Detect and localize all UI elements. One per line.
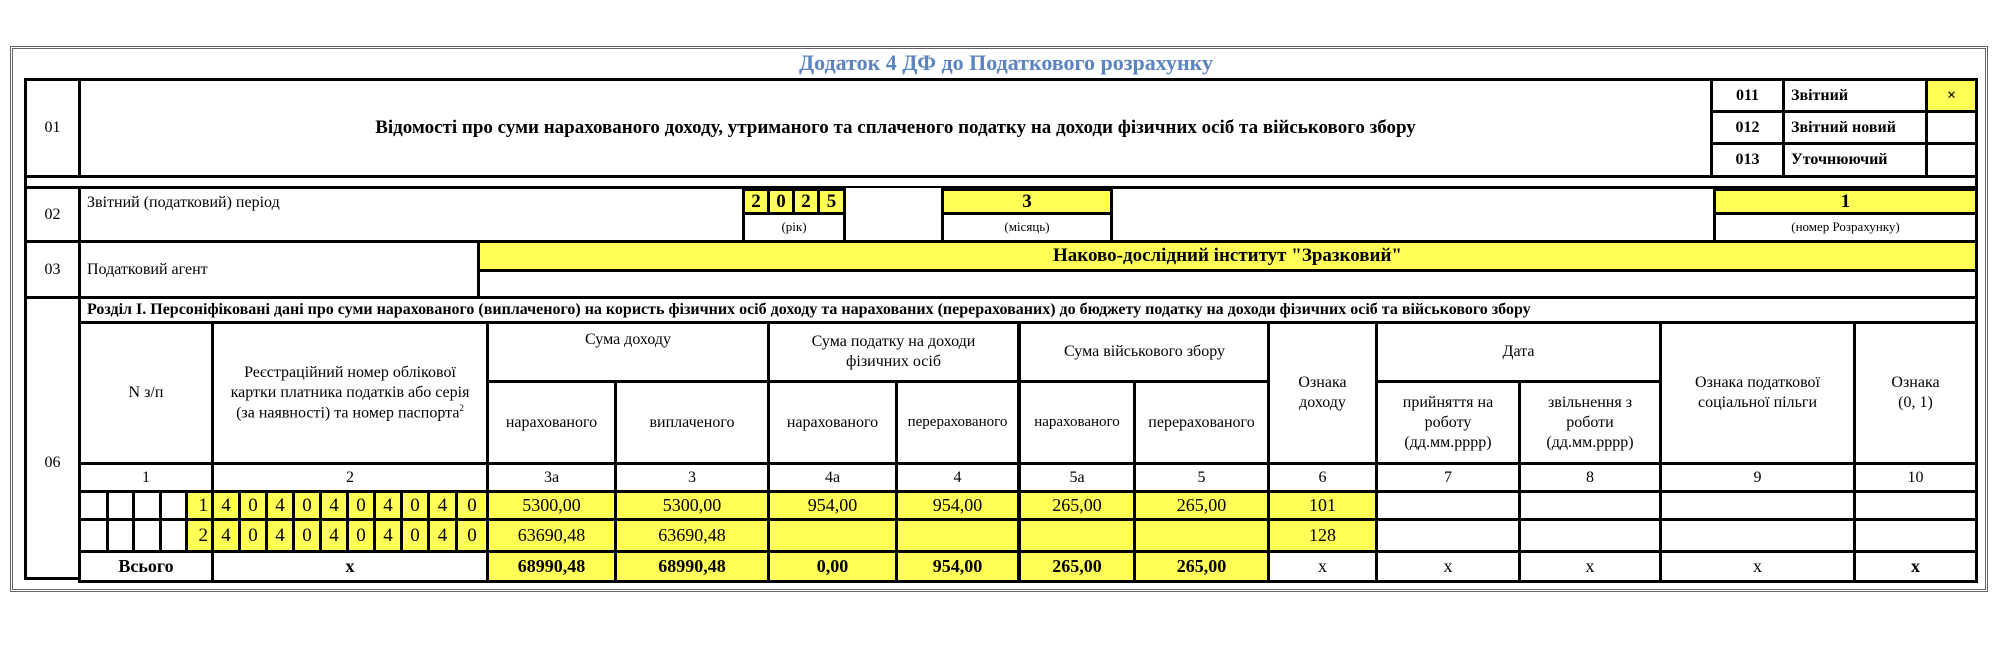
benefit-cell[interactable] (1659, 518, 1856, 553)
id-digit[interactable]: 4 (211, 518, 241, 553)
n-blank-cell (159, 490, 188, 521)
month-caption: (місяць) (941, 212, 1113, 243)
year-digit-1[interactable]: 2 (742, 188, 770, 215)
type-mark-012-checkbox[interactable] (1925, 110, 1978, 145)
header-date-hired: прийняття на роботу (дд.мм.рррр) (1375, 380, 1521, 465)
id-digit[interactable]: 0 (238, 490, 268, 521)
colnum-9: 9 (1659, 462, 1856, 493)
header-n: N з/п (78, 321, 214, 465)
header-income-accrued: нарахованого (486, 380, 617, 465)
n-blank-cell (132, 518, 162, 553)
colnum-5a: 5а (1018, 462, 1136, 493)
totals-income-accrued: 68990,48 (486, 550, 617, 583)
n-blank-cell (78, 490, 109, 521)
year-digit-2[interactable]: 0 (767, 188, 795, 215)
id-digit[interactable]: 4 (265, 490, 295, 521)
date-hired-cell[interactable] (1375, 490, 1521, 521)
totals-military-accrued: 265,00 (1018, 550, 1136, 583)
totals-income-paid: 68990,48 (614, 550, 770, 583)
income-sign-cell[interactable]: 128 (1267, 518, 1378, 553)
calc-number-field[interactable]: 1 (1713, 188, 1978, 215)
id-digit[interactable]: 4 (373, 518, 403, 553)
colnum-4a: 4а (767, 462, 898, 493)
totals-military-transferred: 265,00 (1133, 550, 1270, 583)
income-sign-cell[interactable]: 101 (1267, 490, 1378, 521)
year-caption: (рік) (742, 212, 846, 243)
header-reg-number (211, 321, 489, 465)
id-digit[interactable]: 0 (346, 518, 376, 553)
id-digit[interactable]: 4 (319, 518, 349, 553)
header-military-accrued: нарахованого (1018, 380, 1136, 465)
id-digit[interactable]: 0 (292, 518, 322, 553)
colnum-2: 2 (211, 462, 489, 493)
row-code-02: 02 (24, 186, 81, 243)
document-title: Додаток 4 ДФ до Податкового розрахунку (799, 50, 1213, 75)
id-digit[interactable]: 0 (400, 518, 430, 553)
colnum-10: 10 (1853, 462, 1978, 493)
pit-transferred-cell[interactable] (895, 518, 1020, 553)
header-benefit: Ознака податкової соціальної пільги (1659, 321, 1856, 465)
id-digit[interactable]: 4 (265, 518, 295, 553)
tax-agent-label: Податковий агент (78, 240, 480, 299)
header-reg-line1: Реєстраційний номер облікової (244, 363, 456, 381)
military-transferred-cell[interactable] (1133, 518, 1270, 553)
row-code-03: 03 (24, 240, 81, 299)
row-number: 2 (185, 518, 214, 553)
n-blank-cell (78, 518, 109, 553)
id-digit[interactable]: 0 (346, 490, 376, 521)
colnum-3a: 3а (486, 462, 617, 493)
totals-income-sign: х (1267, 550, 1378, 583)
header-pit: Сума податку на доходи фізичних осіб (767, 321, 1020, 383)
id-digit[interactable]: 4 (427, 518, 458, 553)
id-digit[interactable]: 0 (455, 490, 489, 521)
id-digit[interactable]: 4 (211, 490, 241, 521)
date-fired-cell[interactable] (1518, 490, 1662, 521)
header-military-transferred: перерахованого (1133, 380, 1270, 465)
benefit-cell[interactable] (1659, 490, 1856, 521)
type-label-012: Звітний новий (1782, 110, 1928, 145)
header-pit-transferred: перерахованого (895, 380, 1020, 465)
form-heading: Відомості про суми нарахованого доходу, утриманого та сплаченого податку на доходи фізичних осіб та військового збору (78, 78, 1713, 178)
header-income-paid: виплаченого (614, 380, 770, 465)
header-pit-accrued: нарахованого (767, 380, 898, 465)
header-reg-line3: (за наявності) та номер паспорта (236, 404, 460, 422)
totals-date-fired: х (1518, 550, 1662, 583)
date-fired-cell[interactable] (1518, 518, 1662, 553)
type-label-011: Звітний (1782, 78, 1928, 113)
id-digit[interactable]: 4 (427, 490, 458, 521)
pit-accrued-cell[interactable] (767, 518, 898, 553)
pit-transferred-cell[interactable]: 954,00 (895, 490, 1020, 521)
header-date-fired: звільнення з роботи (дд.мм.рррр) (1518, 380, 1662, 465)
id-digit[interactable]: 0 (238, 518, 268, 553)
n-blank-cell (106, 518, 135, 553)
tax-agent-extra-field[interactable] (477, 269, 1978, 299)
income-paid-cell[interactable]: 5300,00 (614, 490, 770, 521)
type-mark-013-checkbox[interactable] (1925, 142, 1978, 178)
totals-label: Всього (78, 550, 214, 583)
period-blank-cell (843, 212, 944, 243)
colnum-8: 8 (1518, 462, 1662, 493)
id-digit[interactable]: 4 (373, 490, 403, 521)
n-blank-cell (132, 490, 162, 521)
income-accrued-cell[interactable]: 63690,48 (486, 518, 617, 553)
pit-accrued-cell[interactable]: 954,00 (767, 490, 898, 521)
period-blank-top (843, 188, 944, 215)
year-digit-3[interactable]: 2 (792, 188, 820, 215)
row-number: 1 (185, 490, 214, 521)
type-code-012: 012 (1710, 110, 1785, 145)
totals-date-hired: х (1375, 550, 1521, 583)
n-blank-cell (159, 518, 188, 553)
income-paid-cell[interactable]: 63690,48 (614, 518, 770, 553)
totals-pit-accrued: 0,00 (767, 550, 898, 583)
type-label-013: Уточнюючий (1782, 142, 1928, 178)
month-field[interactable]: 3 (941, 188, 1113, 215)
date-hired-cell[interactable] (1375, 518, 1521, 553)
row-code-06: 06 (24, 296, 81, 580)
type-code-013: 013 (1710, 142, 1785, 178)
id-digit[interactable]: 4 (319, 490, 349, 521)
header-income-sign: Ознака доходу (1267, 321, 1378, 465)
military-transferred-cell[interactable]: 265,00 (1133, 490, 1270, 521)
tax-agent-name-field[interactable]: Наково-дослідний інститут "Зразковий" (477, 240, 1978, 272)
colnum-4: 4 (895, 462, 1020, 493)
colnum-7: 7 (1375, 462, 1521, 493)
type-code-011: 011 (1710, 78, 1785, 113)
reporting-period-label: Звітний (податковий) період (78, 186, 1978, 243)
header-income: Сума доходу (486, 321, 770, 383)
flag-cell[interactable] (1853, 518, 1978, 553)
flag-cell[interactable] (1853, 490, 1978, 521)
header-military: Сума військового збору (1018, 321, 1271, 383)
id-digit[interactable]: 0 (400, 490, 430, 521)
colnum-6: 6 (1267, 462, 1378, 493)
colnum-3: 3 (614, 462, 770, 493)
totals-id: х (211, 550, 489, 583)
id-digit[interactable]: 0 (292, 490, 322, 521)
income-accrued-cell[interactable]: 5300,00 (486, 490, 617, 521)
totals-flag: х (1853, 550, 1978, 583)
totals-benefit: х (1659, 550, 1856, 583)
header-date: Дата (1375, 321, 1662, 383)
header-flag: Ознака (0, 1) (1853, 321, 1978, 465)
section-title: Розділ I. Персоніфіковані дані про суми нарахованого (виплаченого) на користь фізичних осіб доходу та нарахованих (перерахованих) до бюджету податку на доходи фізичних осіб та військового збору (78, 296, 1978, 324)
colnum-1: 1 (78, 462, 214, 493)
footnote-marker: 2 (459, 402, 464, 413)
totals-pit-transferred: 954,00 (895, 550, 1020, 583)
military-accrued-cell[interactable] (1018, 518, 1136, 553)
row-code-01: 01 (24, 78, 81, 178)
year-digit-4[interactable]: 5 (817, 188, 846, 215)
n-blank-cell (106, 490, 135, 521)
colnum-5: 5 (1133, 462, 1270, 493)
military-accrued-cell[interactable]: 265,00 (1018, 490, 1136, 521)
id-digit[interactable]: 0 (455, 518, 489, 553)
type-mark-011-checkbox[interactable]: × (1925, 78, 1978, 113)
calc-number-caption: (номер Розрахунку) (1713, 212, 1978, 243)
header-reg-line2: картки платника податків або серія (230, 383, 470, 401)
